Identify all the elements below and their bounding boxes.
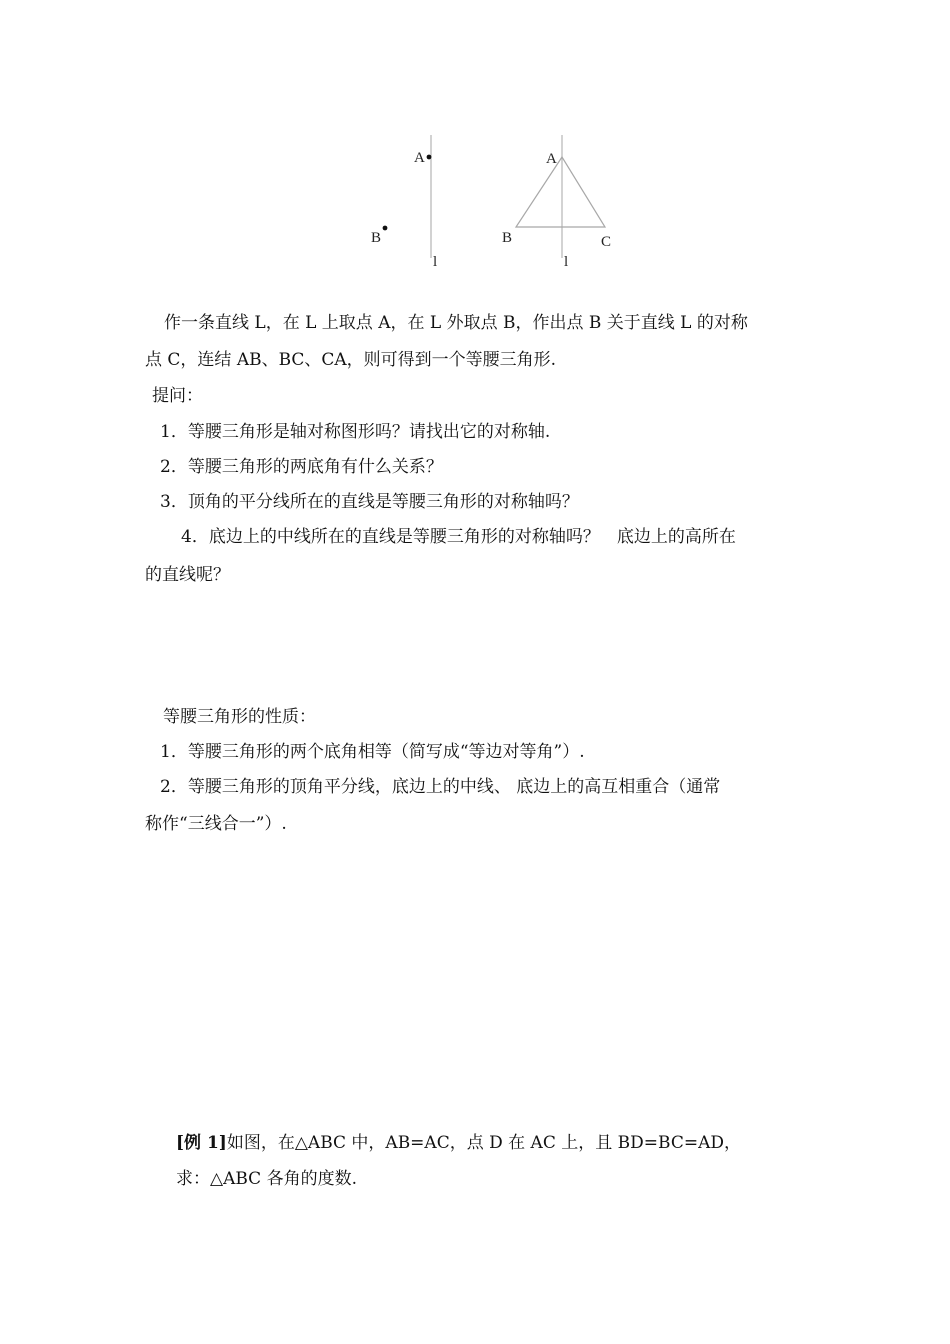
intro-line-1: 作一条直线 L，在 L 上取点 A，在 L 外取点 B，作出点 B 关于直线 L 的对称 xyxy=(164,313,748,333)
left-label-a: A xyxy=(414,150,425,166)
symmetry-figure xyxy=(0,0,950,290)
question-4-line-1: 4．底边上的中线所在的直线是等腰三角形的对称轴吗？ 底边上的高所在 xyxy=(181,527,736,547)
question-4-line-2: 的直线呢？ xyxy=(145,565,230,585)
left-line-label: l xyxy=(433,254,438,270)
question-1: 1．等腰三角形是轴对称图形吗？请找出它的对称轴. xyxy=(160,422,551,442)
question-2: 2．等腰三角形的两底角有什么关系？ xyxy=(160,457,443,477)
left-label-b: B xyxy=(371,230,382,246)
point-a-dot xyxy=(427,155,432,160)
isosceles-triangle xyxy=(516,157,605,227)
question-3: 3．顶角的平分线所在的直线是等腰三角形的对称轴吗？ xyxy=(160,492,579,512)
property-1: 1．等腰三角形的两个底角相等（简写成“等边对等角”）. xyxy=(160,742,585,762)
properties-heading: 等腰三角形的性质： xyxy=(163,707,316,727)
property-2-line-2: 称作“三线合一”）. xyxy=(145,814,287,834)
right-label-b: B xyxy=(502,230,513,246)
right-line-label: l xyxy=(564,254,569,270)
right-label-c: C xyxy=(601,234,612,250)
right-label-a: A xyxy=(546,151,557,167)
example-label: [例 1] xyxy=(176,1133,227,1153)
example-line-1 xyxy=(176,1131,741,1155)
intro-line-2: 点 C，连结 AB、BC、CA，则可得到一个等腰三角形. xyxy=(145,350,557,370)
property-2-line-1: 2．等腰三角形的顶角平分线，底边上的中线、 底边上的高互相重合（通常 xyxy=(160,777,721,797)
example-text-1: 如图，在△ABC 中，AB=AC，点 D 在 AC 上，且 BD=BC=AD， xyxy=(226,1133,741,1153)
point-b-dot xyxy=(383,226,388,231)
example-line-2: 求：△ABC 各角的度数. xyxy=(176,1169,357,1189)
questions-heading: 提问： xyxy=(152,386,203,406)
